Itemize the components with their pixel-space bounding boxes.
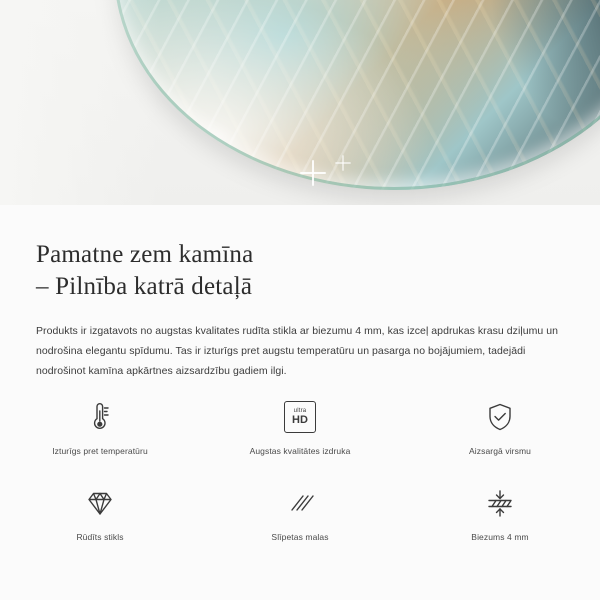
shield-check-icon [483, 396, 517, 438]
ultra-hd-badge-bottom: HD [292, 414, 308, 426]
ultra-hd-icon [284, 396, 316, 438]
feature-item-tempered-glass [0, 476, 200, 554]
page-title [0, 205, 600, 303]
feature-label: Slīpetas malas [271, 532, 329, 542]
feature-label: Aizsargā virsmu [469, 446, 531, 456]
feature-item-thickness [400, 476, 600, 554]
ultra-hd-badge-top: ultra [293, 408, 307, 414]
thickness-icon [483, 482, 517, 524]
hero-left-fade [0, 0, 160, 205]
hero-image [0, 0, 600, 205]
description-content [0, 205, 600, 381]
feature-grid [0, 390, 600, 554]
feature-item-surface-protection [400, 390, 600, 468]
diamond-icon [83, 482, 117, 524]
feature-item-polished-edges [200, 476, 400, 554]
description-paragraph: Produkts ir izgatavots no augstas kvalitates rudīta stikla ar biezumu 4 mm, kas izceļ apdrukas krasu dziļumu un nodrošina elegantu spīdumu. Tas ir izturīgs pret augstu temperatūru un pasarga no bojājumiem, tadejādi nodrošinot kamīna apkārtnes aizsardzību gadiem ilgi. [36, 325, 559, 377]
feature-label: Augstas kvalitātes izdruka [249, 446, 351, 456]
feature-item-temperature [0, 390, 200, 468]
page-title-line-2: – Pilnība katrā detaļā [36, 273, 253, 300]
feature-label: Rūdīts stikls [76, 532, 124, 542]
page-title-line-1: Pamatne zem kamīna [36, 241, 254, 268]
feature-item-print-quality [200, 390, 400, 468]
feature-label: Biezums 4 mm [471, 532, 529, 542]
polished-edges-icon [283, 482, 317, 524]
thermometer-icon [83, 396, 117, 438]
feature-label: Izturīgs pret temperatūru [52, 446, 148, 456]
